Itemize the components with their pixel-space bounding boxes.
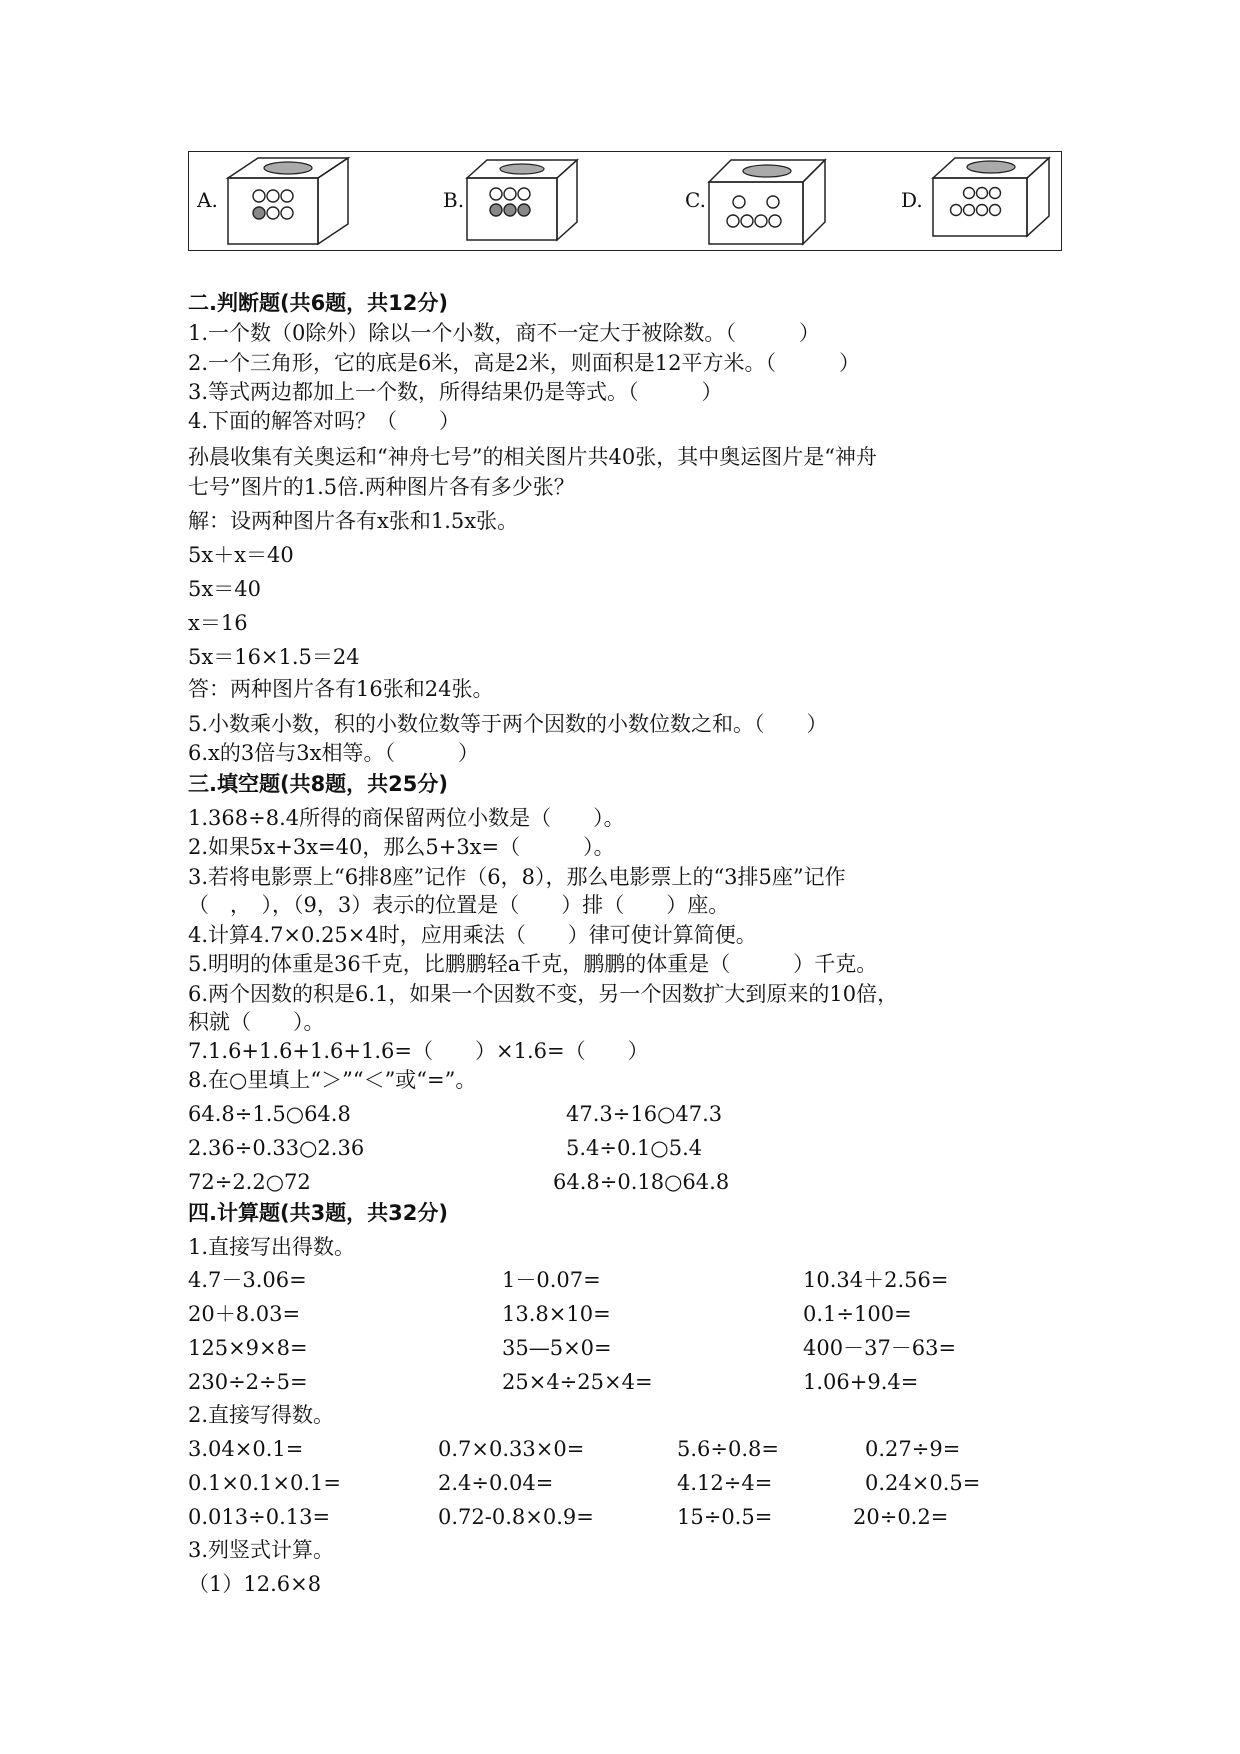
- section2-title: 二.判断题(共6题，共12分): [188, 291, 449, 315]
- section3-title: 三.填空题(共8题，共25分): [188, 772, 449, 796]
- calc-item: 4.12÷4=: [677, 1471, 773, 1495]
- calc-item: 0.24×0.5=: [865, 1471, 981, 1495]
- calc-item: 400－37－63=: [803, 1336, 957, 1360]
- option-letter: C.: [685, 188, 706, 212]
- calc-item: 5.6÷0.8=: [677, 1437, 779, 1461]
- fill-q6-line1: 6.两个因数的积是6.1，如果一个因数不变，另一个因数扩大到原来的10倍，: [188, 982, 899, 1006]
- option-letter: A.: [197, 188, 218, 212]
- judge-q4-step-3: x＝16: [188, 611, 248, 635]
- calc-q2: 2.直接写得数。: [188, 1403, 335, 1427]
- calc-item: 0.27÷9=: [865, 1437, 961, 1461]
- options-figure: [188, 151, 1062, 251]
- fill-q4: 4.计算4.7×0.25×4时，应用乘法（ ）律可使计算简便。: [188, 923, 757, 947]
- calc-item: 4.7－3.06=: [188, 1268, 307, 1292]
- option-letter: B.: [443, 188, 465, 212]
- judge-q3: 3.等式两边都加上一个数，所得结果仍是等式。（ ）: [188, 380, 723, 404]
- calc-item: 2.4÷0.04=: [438, 1471, 554, 1495]
- judge-q4-answer: 答：两种图片各有16张和24张。: [188, 677, 494, 701]
- judge-q2: 2.一个三角形，它的底是6米，高是2米，则面积是12平方米。（ ）: [188, 351, 860, 375]
- calc-q1: 1.直接写出得数。: [188, 1235, 356, 1259]
- option-letter: D.: [901, 188, 923, 212]
- fill-q3-line1: 3.若将电影票上“6排8座”记作（6，8），那么电影票上的“3排5座”记作: [188, 865, 846, 889]
- calc-item: 20÷0.2=: [853, 1505, 949, 1529]
- compare-item: 64.8÷0.18○64.8: [553, 1170, 730, 1194]
- calc-item: 0.013÷0.13=: [188, 1505, 331, 1529]
- calc-item: 10.34＋2.56=: [803, 1268, 949, 1292]
- calc-item: 35—5×0=: [502, 1336, 612, 1360]
- calc-item: 0.1÷100=: [803, 1302, 912, 1326]
- option-b: [435, 152, 645, 252]
- calc-item: 3.04×0.1=: [188, 1437, 304, 1461]
- calc-item: 0.7×0.33×0=: [438, 1437, 585, 1461]
- box-d-drawing: [925, 152, 1075, 252]
- section4-title: 四.计算题(共3题，共32分): [188, 1201, 449, 1225]
- compare-item: 72÷2.2○72: [188, 1170, 311, 1194]
- compare-item: 2.36÷0.33○2.36: [188, 1136, 365, 1160]
- compare-item: 47.3÷16○47.3: [566, 1102, 723, 1126]
- calc-item: 13.8×10=: [502, 1302, 611, 1326]
- fill-q5: 5.明明的体重是36千克，比鹏鹏轻a千克，鹏鹏的体重是（ ）千克。: [188, 952, 878, 976]
- judge-q4-solution: 解：设两种图片各有x张和1.5x张。: [188, 509, 519, 533]
- calc-item: 0.72-0.8×0.9=: [438, 1505, 594, 1529]
- fill-q2: 2.如果5x+3x=40，那么5+3x=（ ）。: [188, 835, 615, 859]
- judge-q4-problem-2: 七号”图片的1.5倍.两种图片各有多少张？: [188, 475, 575, 499]
- calc-item: 1.06+9.4=: [803, 1370, 919, 1394]
- compare-item: 64.8÷1.5○64.8: [188, 1102, 351, 1126]
- judge-q4-step-2: 5x＝40: [188, 577, 261, 601]
- option-d: [849, 152, 1059, 252]
- box-c-drawing: [701, 152, 851, 252]
- calc-q3: 3.列竖式计算。: [188, 1538, 335, 1562]
- compare-item: 5.4÷0.1○5.4: [566, 1136, 703, 1160]
- judge-q4-step-4: 5x＝16×1.5＝24: [188, 645, 360, 669]
- calc-item: 20＋8.03=: [188, 1302, 301, 1326]
- judge-q4-step-1: 5x＋x＝40: [188, 543, 294, 567]
- fill-q1: 1.368÷8.4所得的商保留两位小数是（ ）。: [188, 806, 625, 830]
- calc-item: 230÷2÷5=: [188, 1370, 308, 1394]
- box-a-drawing: [213, 152, 363, 252]
- judge-q1: 1.一个数（0除外）除以一个小数，商不一定大于被除数。（ ）: [188, 321, 820, 345]
- option-a: [189, 152, 399, 252]
- fill-q8: 8.在○里填上“＞”“＜”或“=”。: [188, 1068, 477, 1092]
- calc-item: 0.1×0.1×0.1=: [188, 1471, 341, 1495]
- judge-q5: 5.小数乘小数，积的小数位数等于两个因数的小数位数之和。（ ）: [188, 712, 828, 736]
- calc-item: 125×9×8=: [188, 1336, 308, 1360]
- calc-item: 25×4÷25×4=: [502, 1370, 653, 1394]
- fill-q6-line2: 积就（ ）。: [188, 1010, 325, 1034]
- box-b-drawing: [459, 152, 609, 252]
- judge-q4-problem-1: 孙晨收集有关奥运和“神舟七号”的相关图片共40张，其中奥运图片是“神舟: [188, 445, 877, 469]
- calc-item: 1－0.07=: [502, 1268, 601, 1292]
- fill-q7: 7.1.6+1.6+1.6+1.6=（ ）×1.6=（ ）: [188, 1039, 649, 1063]
- judge-q6: 6.x的3倍与3x相等。（ ）: [188, 741, 479, 765]
- judge-q4: 4.下面的解答对吗？（ ）: [188, 409, 461, 433]
- calc-q3-item1: （1）12.6×8: [188, 1572, 322, 1596]
- fill-q3-line2: （ ， ），（9，3）表示的位置是（ ）排（ ）座。: [188, 893, 730, 917]
- calc-item: 15÷0.5=: [677, 1505, 773, 1529]
